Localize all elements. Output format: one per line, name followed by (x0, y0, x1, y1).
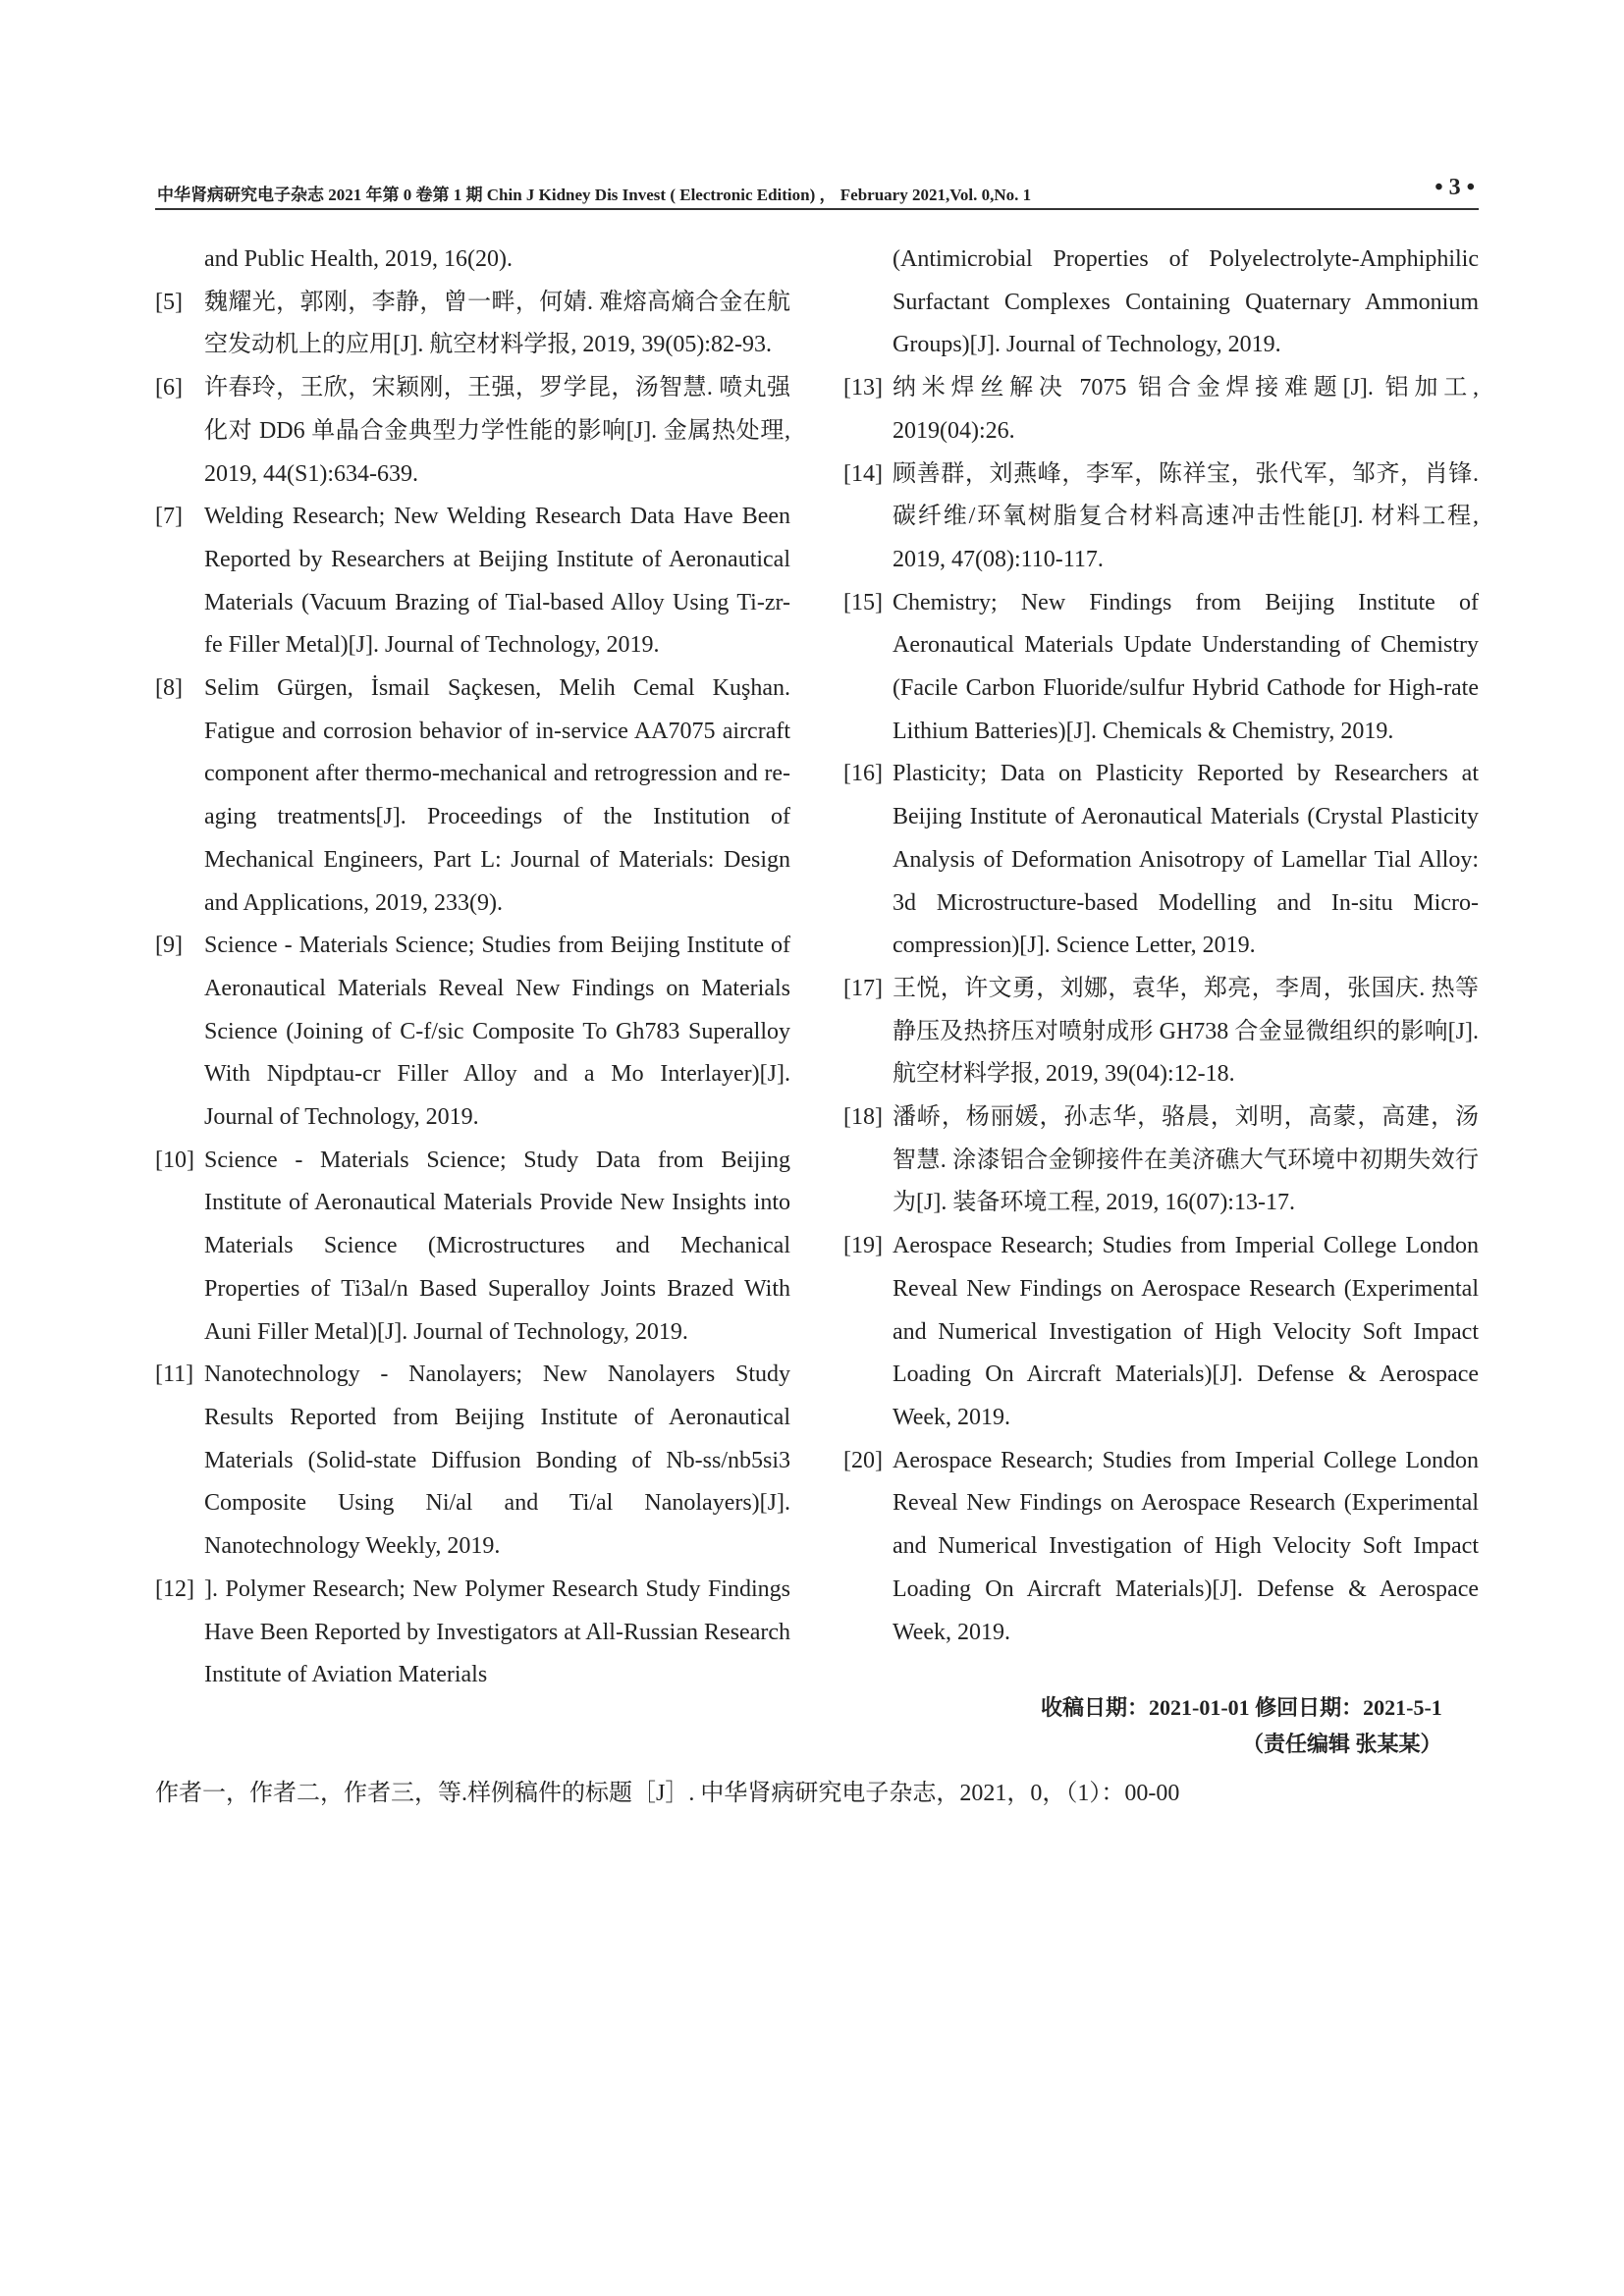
reference-number: [11] (155, 1362, 194, 1388)
reference-number: [6] (155, 375, 183, 401)
reference-continuation: (Antimicrobial Properties of Polyelectrolyte-Amphiphilic Surfactant Complexes Containing Quaternary Ammonium Groups)[J]. Journal of Technology, 2019. (893, 246, 1479, 358)
reference-continuation: and Public Health, 2019, 16(20). (204, 246, 513, 272)
reference-text: Selim Gürgen, İsmail Saçkesen, Melih Cemal Kuşhan. Fatigue and corrosion behavior of in-service AA7075 aircraft component after thermo-mechanical and retrogression and re-aging treatments[J]. Proceedings of the Institution of Mechanical Engineers, Part L: Journal of Materials: Design and Applications, 2019, 233(9). (204, 675, 790, 916)
reference-number: [10] (155, 1147, 194, 1173)
received-revised-dates: 收稿日期：2021-01-01 修回日期：2021-5-1 (1041, 1695, 1442, 1720)
reference-text: Nanotechnology - Nanolayers; New Nanolayers Study Results Reported from Beijing Institute of Aeronautical Materials (Solid-state Diffusion Bonding of Nb-ss/nb5si3 Composite Using Ni/al and Ti/al Nanolayers)[J]. Nanotechnology Weekly, 2019. (204, 1362, 790, 1560)
reference-item (843, 1440, 1479, 1655)
reference-number: [8] (155, 675, 183, 702)
reference-number: [15] (843, 589, 883, 615)
reference-text: Plasticity; Data on Plasticity Reported by Researchers at Beijing Institute of Aeronautical Materials (Crystal Plasticity Analysis of Deformation Anisotropy of Lamellar Tial Alloy: 3d Microstructure-based Modelling and In-situ Micro-compression)[J]. Science Letter, 2019. (893, 761, 1479, 959)
reference-item (155, 367, 790, 496)
reference-number: [17] (843, 975, 883, 1001)
right-column (843, 239, 1479, 1654)
reference-text: 顾善群，刘燕峰，李军，陈祥宝，张代军，邹齐，肖锋. 碳纤维/环氧树脂复合材料高速冲击性能[J]. 材料工程, 2019, 47(08):110-117. (893, 460, 1479, 572)
left-column (155, 239, 790, 1697)
reference-item (843, 1225, 1479, 1440)
reference-item (843, 367, 1479, 453)
reference-text: 许春玲，王欣，宋颖刚，王强，罗学昆，汤智慧. 喷丸强化对 DD6 单晶合金典型力学性能的影响[J]. 金属热处理, 2019, 44(S1):634-639. (204, 375, 790, 487)
reference-text: Science - Materials Science; Study Data from Beijing Institute of Aeronautical Materials Provide New Insights into Materials Science (Microstructures and Mechanical Properties of Ti3al/n Based Superalloy Joints Brazed With Auni Filler Metal)[J]. Journal of Technology, 2019. (204, 1147, 790, 1345)
reference-number: [5] (155, 289, 183, 315)
reference-text: 潘峤，杨丽媛，孙志华，骆晨，刘明，高蒙，高建，汤智慧. 涂漆铝合金铆接件在美济礁大气环境中初期失效行为[J]. 装备环境工程, 2019, 16(07):13-17. (893, 1104, 1479, 1216)
reference-text: 魏耀光，郭刚，李静，曾一畔，何婧. 难熔高熵合金在航空发动机上的应用[J]. 航空材料学报, 2019, 39(05):82-93. (204, 289, 790, 358)
reference-text: 王悦，许文勇，刘娜，袁华，郑亮，李周，张国庆. 热等静压及热挤压对喷射成形 GH738 合金显微组织的影响[J]. 航空材料学报, 2019, 39(04):12-18. (893, 975, 1479, 1088)
reference-item (843, 1096, 1479, 1225)
reference-number: [13] (843, 375, 883, 401)
reference-number: [18] (843, 1104, 883, 1131)
reference-item (155, 1140, 790, 1355)
reference-number: [20] (843, 1447, 883, 1473)
reference-text: Aerospace Research; Studies from Imperial College London Reveal New Findings on Aerospace Research (Experimental and Numerical Investigation of High Velocity Soft Impact Loading On Aircraft Materials)[J]. Defense & Aerospace Week, 2019. (893, 1447, 1479, 1645)
reference-text: Chemistry; New Findings from Beijing Institute of Aeronautical Materials Update Understanding of Chemistry (Facile Carbon Fluoride/sulfur Hybrid Cathode for High-rate Lithium Batteries)[J]. Chemicals & Chemistry, 2019. (893, 589, 1479, 744)
reference-text: ]. Polymer Research; New Polymer Research Study Findings Have Been Reported by Investigators at All-Russian Research Institute of Aviation Materials (204, 1575, 790, 1688)
reference-text: 纳米焊丝解决 7075 铝合金焊接难题[J]. 铝加工, 2019(04):26. (893, 375, 1479, 444)
reference-item (843, 582, 1479, 754)
reference-item (155, 282, 790, 367)
reference-text: Aerospace Research; Studies from Imperial College London Reveal New Findings on Aerospace Research (Experimental and Numerical Investigation of High Velocity Soft Impact Loading On Aircraft Materials)[J]. Defense & Aerospace Week, 2019. (893, 1233, 1479, 1430)
reference-item (843, 454, 1479, 582)
reference-number: [7] (155, 504, 183, 530)
reference-item (843, 968, 1479, 1096)
page-number: • 3 • (1435, 175, 1475, 200)
reference-number: [12] (155, 1575, 194, 1602)
reference-number: [14] (843, 460, 883, 487)
running-header (155, 175, 1479, 210)
reference-text: Science - Materials Science; Studies from Beijing Institute of Aeronautical Materials Reveal New Findings on Materials Science (Joining of C-f/sic Composite To Gh783 Superalloy With Nipdptau-cr Filler Alloy and a Mo Interlayer)[J]. Journal of Technology, 2019. (204, 933, 790, 1131)
citation-line: 作者一，作者二，作者三，等.样例稿件的标题［J］. 中华肾病研究电子杂志，2021，0，（1）：00-00 (155, 1781, 1180, 1806)
reference-item (155, 1569, 790, 1697)
reference-item (155, 496, 790, 667)
reference-item (155, 1354, 790, 1569)
reference-item (155, 667, 790, 925)
reference-item (843, 753, 1479, 968)
reference-number: [9] (155, 933, 183, 959)
reference-number: [16] (843, 761, 883, 787)
reference-text: Welding Research; New Welding Research Data Have Been Reported by Researchers at Beijing Institute of Aeronautical Materials (Vacuum Brazing of Tial-based Alloy Using Ti-zr-fe Filler Metal)[J]. Journal of Technology, 2019. (204, 504, 790, 659)
responsible-editor: （责任编辑 张某某） (1242, 1732, 1442, 1756)
reference-item (155, 925, 790, 1140)
reference-number: [19] (843, 1233, 883, 1259)
journal-title: 中华肾病研究电子杂志 2021 年第 0 卷第 1 期 Chin J Kidney Dis Invest ( Electronic Edition) ， February 2021,Vol. 0,No. 1 (157, 186, 1032, 204)
